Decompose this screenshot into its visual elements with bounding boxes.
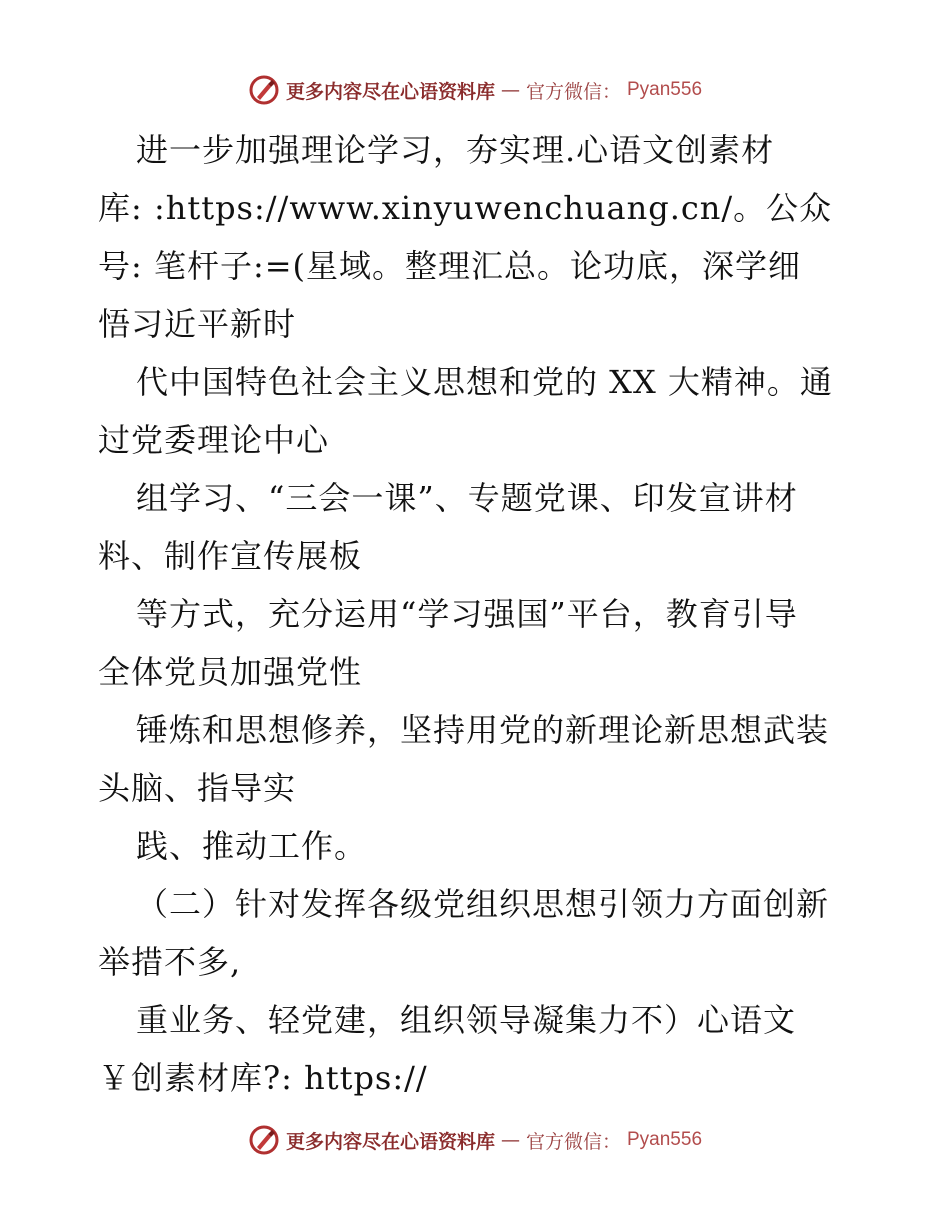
text-line: 库: :https://www.xinyuwenchuang.cn/。公众 xyxy=(98,189,833,227)
text-line: 代中国特色社会主义思想和党的 XX 大精神。通 xyxy=(136,363,833,401)
text-line: 悟习近平新时 xyxy=(98,305,297,343)
footer-watermark-banner xyxy=(0,1120,950,1160)
text-line: 重业务、轻党建，组织领导凝集力不）心语文 xyxy=(136,1001,797,1039)
banner-main-text: 更多内容尽在心语资料库 xyxy=(285,80,495,103)
banner-main-text: 更多内容尽在心语资料库 xyxy=(285,1130,495,1153)
text-line: 等方式，充分运用“学习强国”平台，教育引导 xyxy=(136,595,798,633)
text-line: ￥创素材库?: https:// xyxy=(98,1059,428,1097)
text-line: 号: 笔杆子:=(星域。整理汇总。论功底，深学细 xyxy=(98,247,802,285)
text-line: 进一步加强理论学习，夯实理.心语文创素材 xyxy=(136,131,775,169)
header-watermark-banner xyxy=(0,70,950,110)
text-line: 践、推动工作。 xyxy=(136,827,368,865)
banner-wechat-id: Pyan556 xyxy=(627,79,703,100)
text-line: 举措不多, xyxy=(98,943,242,981)
text-line: 头脑、指导实 xyxy=(98,769,297,807)
banner-wechat-label: 官方微信： xyxy=(525,1130,621,1153)
text-line: 全体党员加强党性 xyxy=(98,653,363,691)
banner-wechat-label: 官方微信： xyxy=(525,80,621,103)
banner-separator: — xyxy=(500,1129,520,1151)
text-line: 料、制作宣传展板 xyxy=(98,537,363,575)
banner-separator: — xyxy=(500,79,520,101)
banner-wechat-id: Pyan556 xyxy=(627,1129,703,1150)
document-body xyxy=(98,121,858,1107)
pen-logo-icon xyxy=(248,1124,280,1156)
text-line: 锤炼和思想修养，坚持用党的新理论新思想武装 xyxy=(136,711,830,749)
pen-logo-icon xyxy=(248,74,280,106)
section-heading: （二）针对发挥各级党组织思想引领力方面创新 xyxy=(136,885,830,923)
text-line: 组学习、“三会一课”、专题党课、印发宣讲材 xyxy=(136,479,798,517)
text-line: 过党委理论中心 xyxy=(98,421,330,459)
